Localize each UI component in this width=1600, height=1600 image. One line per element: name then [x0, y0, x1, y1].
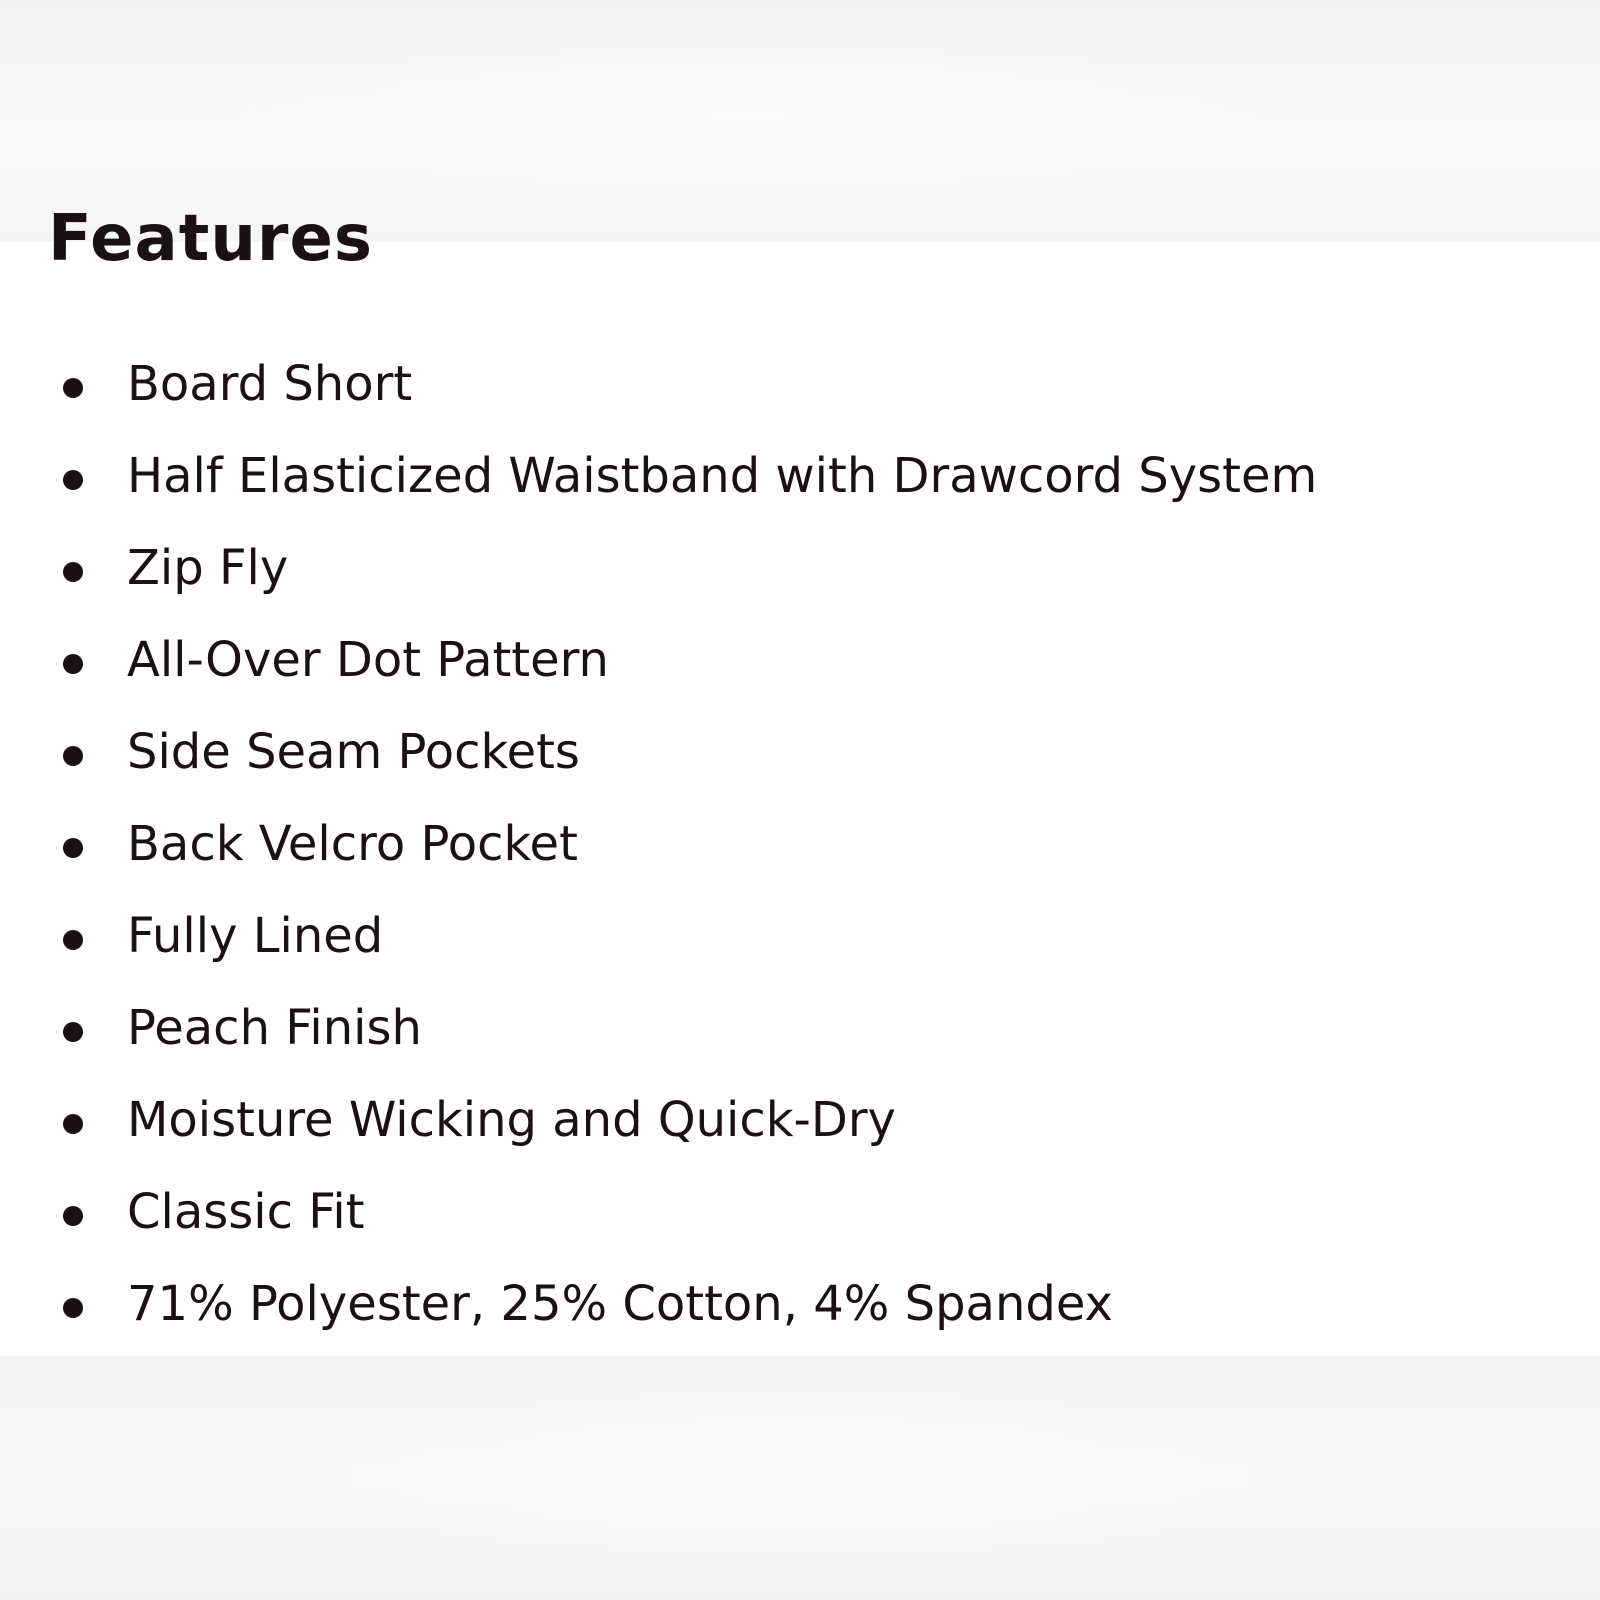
blurred-bottom-area — [0, 1356, 1600, 1600]
feature-text: Peach Finish — [127, 1000, 422, 1056]
feature-text: Board Short — [127, 356, 413, 412]
feature-text: Moisture Wicking and Quick-Dry — [127, 1092, 896, 1148]
feature-text: Fully Lined — [127, 908, 384, 964]
list-item — [0, 1074, 1317, 1166]
feature-text: 71% Polyester, 25% Cotton, 4% Spandex — [127, 1276, 1113, 1332]
bullet-icon — [63, 838, 83, 858]
feature-text: Back Velcro Pocket — [127, 816, 578, 872]
bullet-icon — [63, 1298, 83, 1318]
bullet-icon — [63, 746, 83, 766]
features-panel — [0, 202, 1600, 1356]
list-item — [0, 1258, 1317, 1350]
bullet-icon — [63, 562, 83, 582]
feature-text: Half Elasticized Waistband with Drawcord System — [127, 448, 1318, 504]
bullet-icon — [63, 930, 83, 950]
list-item — [0, 614, 1317, 706]
feature-text: All-Over Dot Pattern — [127, 632, 609, 688]
section-heading: Features — [48, 202, 373, 276]
list-item — [0, 982, 1317, 1074]
list-item — [0, 338, 1317, 430]
list-item — [0, 890, 1317, 982]
bullet-icon — [63, 1022, 83, 1042]
feature-text: Classic Fit — [127, 1184, 365, 1240]
bullet-icon — [63, 470, 83, 490]
list-item — [0, 1166, 1317, 1258]
feature-text: Side Seam Pockets — [127, 724, 580, 780]
feature-list — [0, 338, 1317, 1350]
bullet-icon — [63, 378, 83, 398]
bullet-icon — [63, 654, 83, 674]
feature-text: Zip Fly — [127, 540, 289, 596]
bullet-icon — [63, 1114, 83, 1134]
bullet-icon — [63, 1206, 83, 1226]
list-item — [0, 522, 1317, 614]
list-item — [0, 706, 1317, 798]
list-item — [0, 798, 1317, 890]
list-item — [0, 430, 1317, 522]
